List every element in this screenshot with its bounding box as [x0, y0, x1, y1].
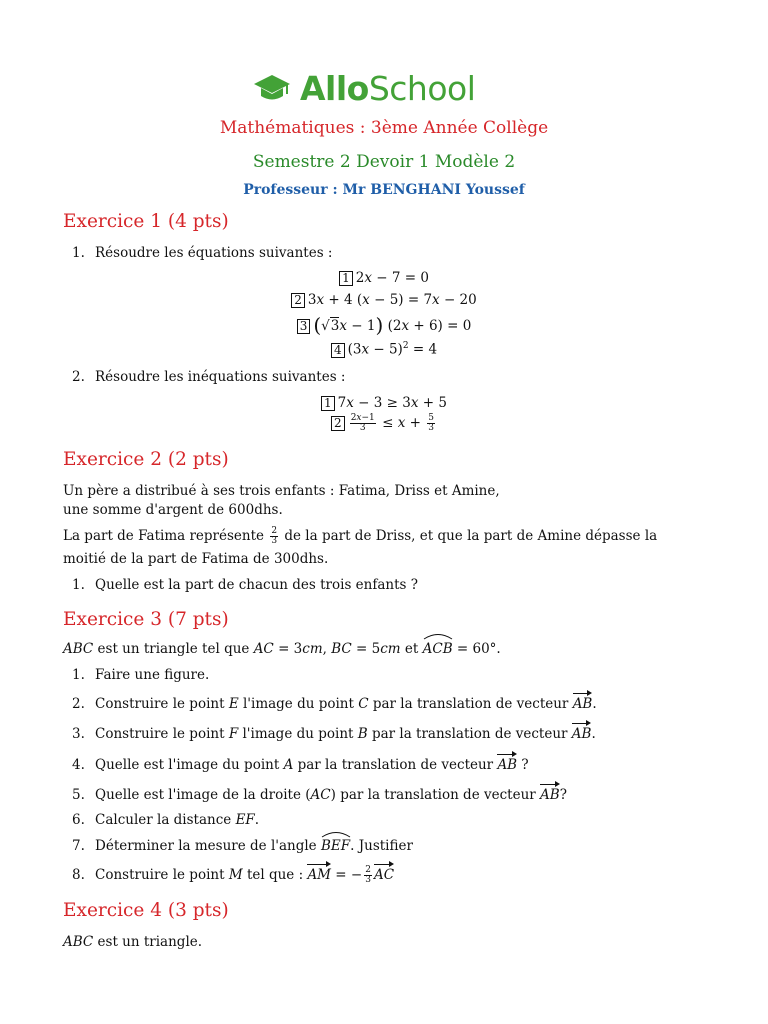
inequation-1: 1 7x − 3 ≥ 3x + 5 [0, 395, 768, 411]
exercise-1-item-2: 2. Résoudre les inéquations suivantes : [72, 369, 346, 385]
exercise-1-item-1: 1. Résoudre les équations suivantes : [72, 245, 333, 261]
teacher-name: Professeur : Mr BENGHANI Youssef [243, 182, 525, 198]
exercise-3-intro: ABC est un triangle tel que AC = 3cm, BC = 5cm et ACB = 60°. [63, 640, 501, 658]
exercise-4-title: Exercice 4 (3 pts) [63, 900, 229, 921]
page-title: Mathématiques : 3ème Année Collège [219, 118, 549, 138]
exercise-2-item-1: 1. Quelle est la part de chacun des trois enfants ? [72, 577, 418, 593]
exercise-2-line-4: moitié de la part de Fatima de 300dhs. [63, 551, 329, 567]
exercise-3-item-6: 6. Calculer la distance EF. [72, 812, 260, 828]
exercise-3-item-2: 2. Construire le point E l'image du point C par la translation de vecteur AB. [72, 696, 597, 712]
exercise-3-item-5: 5. Quelle est l'image de la droite (AC) par la translation de vecteur AB? [72, 787, 567, 803]
exercise-3-item-3: 3. Construire le point F l'image du point B par la translation de vecteur AB. [72, 726, 596, 742]
page-subtitle: Semestre 2 Devoir 1 Modèle 2 [252, 152, 516, 172]
exercise-2-line-1: Un père a distribué à ses trois enfants : Fatima, Driss et Amine, [63, 483, 500, 499]
exercise-4-intro: ABC est un triangle. [63, 934, 203, 950]
equation-4: 4 $(3x - 5)^2 = 4$ [0, 341, 768, 358]
exercise-3-title: Exercice 3 (7 pts) [63, 609, 229, 630]
exercise-2-line-2: une somme d'argent de 600dhs. [63, 502, 283, 518]
exercise-3-item-8: 8. Construire le point M tel que : AM = − $\frac{2}{3}$ AC [72, 865, 395, 885]
inequation-2: 2 $\frac{2x-1}{3}$ ≤ x + $\frac{5}{3}$ [0, 414, 768, 433]
equation-1: 1 2x − 7 = 0 [0, 270, 768, 286]
exercise-3-item-4: 4. Quelle est l'image du point A par la translation de vecteur AB ? [72, 757, 529, 773]
exercise-1-title: Exercice 1 (4 pts) [63, 211, 229, 232]
exercise-3-item-1: 1. Faire une figure. [72, 667, 210, 683]
equation-2: 2 3x + 4 (x − 5) = 7x − 20 [0, 292, 768, 308]
exercise-2-title: Exercice 2 (2 pts) [63, 449, 229, 470]
logo-text: AlloSchool [300, 68, 476, 108]
alloschool-logo [252, 64, 475, 112]
graduation-cap-icon [252, 71, 292, 105]
equation-3: 3 (√3x − 1) (2x + 6) = 0 [0, 313, 768, 337]
exercise-2-line-3: La part de Fatima représente $\frac{2}{3}$ de la part de Driss, et que la part de Amine dépasse la [63, 526, 658, 546]
exercise-3-item-7: 7. Déterminer la mesure de l'angle BEF . Justifier [72, 838, 413, 854]
